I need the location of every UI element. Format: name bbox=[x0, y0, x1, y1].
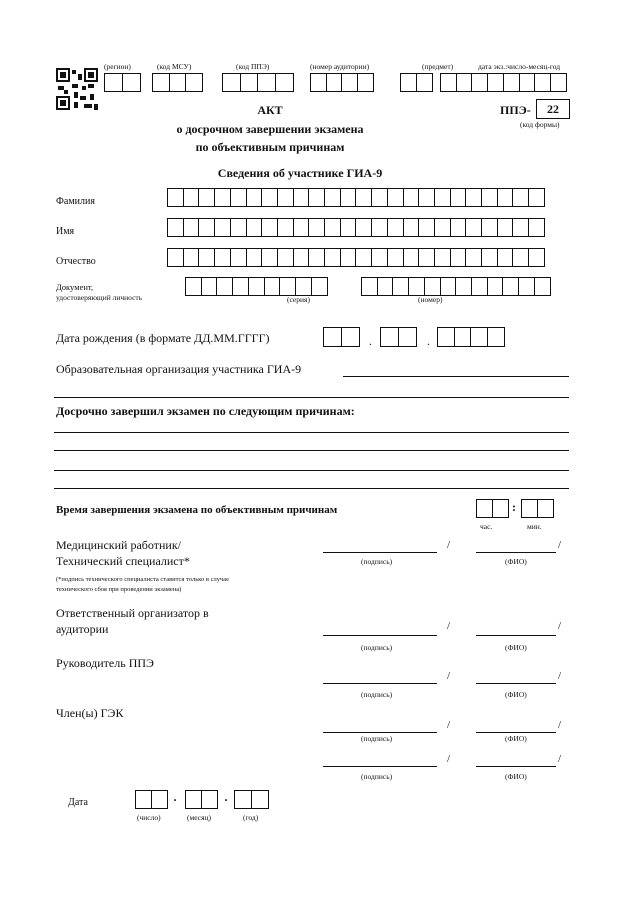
letter-cell[interactable] bbox=[487, 277, 504, 296]
org-line[interactable] bbox=[343, 376, 569, 377]
slash: / bbox=[558, 670, 562, 682]
letter-cell[interactable] bbox=[198, 248, 215, 267]
letter-cell[interactable] bbox=[387, 248, 404, 267]
form-number: 22 bbox=[536, 99, 570, 119]
letter-cell[interactable] bbox=[340, 188, 357, 207]
letter-cell[interactable] bbox=[277, 188, 294, 207]
letter-cell[interactable] bbox=[246, 218, 263, 237]
medical-signature-line[interactable] bbox=[323, 552, 437, 553]
letter-cell[interactable] bbox=[392, 277, 409, 296]
letter-cell[interactable] bbox=[450, 188, 467, 207]
region-field[interactable] bbox=[104, 73, 141, 92]
slash: / bbox=[447, 620, 451, 632]
date-day-field[interactable] bbox=[135, 790, 168, 809]
slash: / bbox=[447, 753, 451, 765]
gek-signature-line-2[interactable] bbox=[323, 766, 437, 767]
gek-fio-line-2[interactable] bbox=[476, 766, 556, 767]
org-label: Образовательная организация участника ГИА-9 bbox=[56, 362, 302, 376]
letter-cell[interactable] bbox=[295, 277, 312, 296]
letter-cell[interactable] bbox=[371, 248, 388, 267]
finish-time-title: Время завершения экзамена по объективным причинам bbox=[56, 504, 338, 516]
letter-cell[interactable] bbox=[387, 188, 404, 207]
letter-cell[interactable] bbox=[355, 248, 372, 267]
letter-cell[interactable] bbox=[293, 248, 310, 267]
date-dot-1: · bbox=[173, 793, 178, 807]
letter-cell[interactable] bbox=[481, 248, 498, 267]
letter-cell[interactable] bbox=[361, 277, 378, 296]
head-signature-line[interactable] bbox=[323, 683, 437, 684]
birth-dot-2: . bbox=[427, 334, 430, 348]
signature-label: (подпись) bbox=[361, 772, 393, 781]
letter-cell[interactable] bbox=[403, 188, 420, 207]
surname-field[interactable] bbox=[167, 188, 545, 207]
letter-cell[interactable] bbox=[403, 218, 420, 237]
letter-cell[interactable] bbox=[481, 188, 498, 207]
slash: / bbox=[558, 753, 562, 765]
letter-cell[interactable] bbox=[481, 218, 498, 237]
letter-cell[interactable] bbox=[248, 277, 265, 296]
fio-label: (ФИО) bbox=[505, 643, 527, 652]
letter-cell[interactable] bbox=[261, 218, 278, 237]
letter-cell[interactable] bbox=[167, 218, 184, 237]
letter-cell[interactable] bbox=[308, 248, 325, 267]
day-label: (число) bbox=[137, 813, 161, 822]
letter-cell[interactable] bbox=[434, 218, 451, 237]
letter-cell[interactable] bbox=[371, 188, 388, 207]
fio-label: (ФИО) bbox=[505, 690, 527, 699]
head-fio-line[interactable] bbox=[476, 683, 556, 684]
letter-cell[interactable] bbox=[403, 248, 420, 267]
letter-cell[interactable] bbox=[198, 218, 215, 237]
slash: / bbox=[447, 670, 451, 682]
letter-cell[interactable] bbox=[324, 218, 341, 237]
letter-cell[interactable] bbox=[465, 218, 482, 237]
title-line-2: о досрочном завершении экзамена bbox=[176, 122, 364, 136]
qr-code bbox=[56, 68, 98, 110]
birth-dot-1: . bbox=[369, 334, 372, 348]
letter-cell[interactable] bbox=[465, 188, 482, 207]
reason-line-4[interactable] bbox=[54, 488, 569, 489]
signature-label: (подпись) bbox=[361, 643, 393, 652]
letter-cell[interactable] bbox=[293, 218, 310, 237]
head-label: Руководитель ППЭ bbox=[56, 656, 154, 670]
letter-cell[interactable] bbox=[167, 248, 184, 267]
ppe-code-field[interactable] bbox=[222, 73, 294, 92]
name-field[interactable] bbox=[167, 218, 545, 237]
ppe-code-label: (код ППЭ) bbox=[236, 62, 270, 71]
msu-field[interactable] bbox=[152, 73, 203, 92]
letter-cell[interactable] bbox=[183, 188, 200, 207]
patronymic-label: Отчество bbox=[56, 256, 96, 267]
letter-cell[interactable] bbox=[277, 218, 294, 237]
letter-cell[interactable] bbox=[183, 218, 200, 237]
room-field[interactable] bbox=[310, 73, 374, 92]
letter-cell[interactable] bbox=[308, 188, 325, 207]
letter-cell[interactable] bbox=[261, 188, 278, 207]
letter-cell[interactable] bbox=[528, 248, 545, 267]
subject-field[interactable] bbox=[400, 73, 433, 92]
letter-cell[interactable] bbox=[371, 218, 388, 237]
finish-hours-field[interactable] bbox=[476, 499, 509, 518]
letter-cell[interactable] bbox=[440, 277, 457, 296]
series-label: (серия) bbox=[287, 295, 310, 304]
time-colon: : bbox=[512, 500, 516, 514]
letter-cell[interactable] bbox=[418, 248, 435, 267]
hours-label: час. bbox=[480, 522, 493, 531]
date-year-field[interactable] bbox=[234, 790, 269, 809]
letter-cell[interactable] bbox=[450, 218, 467, 237]
footnote-2: технического сбоя при проведении экзамена) bbox=[56, 586, 182, 593]
letter-cell[interactable] bbox=[216, 277, 233, 296]
letter-cell[interactable] bbox=[518, 277, 535, 296]
letter-cell[interactable] bbox=[311, 277, 328, 296]
reason-line-1[interactable] bbox=[54, 432, 569, 433]
letter-cell[interactable] bbox=[232, 277, 249, 296]
letter-cell[interactable] bbox=[293, 188, 310, 207]
letter-cell[interactable] bbox=[279, 277, 296, 296]
subject-label: (предмет) bbox=[422, 62, 454, 71]
letter-cell[interactable] bbox=[261, 248, 278, 267]
letter-cell[interactable] bbox=[198, 188, 215, 207]
medical-label-1: Медицинский работник/ bbox=[56, 538, 181, 552]
finish-minutes-field[interactable] bbox=[521, 499, 554, 518]
document-series-field[interactable] bbox=[185, 277, 328, 296]
minutes-label: мин. bbox=[527, 522, 542, 531]
title-line-3: по объективным причинам bbox=[195, 140, 345, 154]
participant-section-title: Сведения об участнике ГИА-9 bbox=[217, 166, 383, 180]
year-label: (год) bbox=[243, 813, 259, 822]
letter-cell[interactable] bbox=[246, 188, 263, 207]
letter-cell[interactable] bbox=[340, 248, 357, 267]
letter-cell[interactable] bbox=[408, 277, 425, 296]
number-label: (номер) bbox=[418, 295, 443, 304]
letter-cell[interactable] bbox=[512, 188, 529, 207]
form-prefix: ППЭ- bbox=[500, 103, 531, 117]
letter-cell[interactable] bbox=[497, 188, 514, 207]
letter-cell[interactable] bbox=[167, 188, 184, 207]
letter-cell[interactable] bbox=[418, 218, 435, 237]
date-month-field[interactable] bbox=[185, 790, 218, 809]
title-act: АКТ bbox=[257, 103, 283, 117]
birth-month-field[interactable] bbox=[380, 327, 417, 347]
footnote-1: (*подпись технического специалиста ставится только в случае bbox=[56, 576, 229, 583]
slash: / bbox=[558, 539, 562, 551]
exam-date-field[interactable] bbox=[440, 73, 567, 92]
slash: / bbox=[558, 719, 562, 731]
letter-cell[interactable] bbox=[230, 218, 247, 237]
birth-day-field[interactable] bbox=[323, 327, 360, 347]
patronymic-field[interactable] bbox=[167, 248, 545, 267]
fio-label: (ФИО) bbox=[505, 734, 527, 743]
letter-cell[interactable] bbox=[424, 277, 441, 296]
name-label: Имя bbox=[56, 226, 75, 237]
room-label: (номер аудитории) bbox=[310, 62, 370, 71]
organizer-label-1: Ответственный организатор в bbox=[56, 606, 209, 620]
letter-cell[interactable] bbox=[324, 188, 341, 207]
letter-cell[interactable] bbox=[528, 218, 545, 237]
medical-label-2: Технический специалист* bbox=[56, 554, 190, 568]
letter-cell[interactable] bbox=[264, 277, 281, 296]
letter-cell[interactable] bbox=[201, 277, 218, 296]
signature-label: (подпись) bbox=[361, 734, 393, 743]
letter-cell[interactable] bbox=[471, 277, 488, 296]
document-label-1: Документ, bbox=[56, 282, 94, 292]
letter-cell[interactable] bbox=[528, 188, 545, 207]
letter-cell[interactable] bbox=[450, 248, 467, 267]
letter-cell[interactable] bbox=[387, 218, 404, 237]
letter-cell[interactable] bbox=[324, 248, 341, 267]
date-label: Дата bbox=[68, 797, 88, 808]
letter-cell[interactable] bbox=[434, 188, 451, 207]
letter-cell[interactable] bbox=[434, 248, 451, 267]
signature-label: (подпись) bbox=[361, 690, 393, 699]
exam-date-label: дата экз.:число-месяц-год bbox=[478, 62, 561, 71]
letter-cell[interactable] bbox=[465, 248, 482, 267]
letter-cell[interactable] bbox=[183, 248, 200, 267]
letter-cell[interactable] bbox=[512, 218, 529, 237]
reason-line-2[interactable] bbox=[54, 450, 569, 451]
medical-fio-line[interactable] bbox=[476, 552, 556, 553]
letter-cell[interactable] bbox=[214, 188, 231, 207]
surname-label: Фамилия bbox=[56, 196, 95, 207]
letter-cell[interactable] bbox=[340, 218, 357, 237]
organizer-fio-line[interactable] bbox=[476, 635, 556, 636]
letter-cell[interactable] bbox=[377, 277, 394, 296]
gek-fio-line-1[interactable] bbox=[476, 732, 556, 733]
slash: / bbox=[447, 539, 451, 551]
document-label-2: удостоверяющий личность bbox=[56, 293, 143, 302]
region-label: (регион) bbox=[104, 62, 131, 71]
letter-cell[interactable] bbox=[185, 277, 202, 296]
gek-signature-line-1[interactable] bbox=[323, 732, 437, 733]
letter-cell[interactable] bbox=[355, 188, 372, 207]
msu-label: (код МСУ) bbox=[157, 62, 192, 71]
letter-cell[interactable] bbox=[308, 218, 325, 237]
reason-line-3[interactable] bbox=[54, 470, 569, 471]
letter-cell[interactable] bbox=[230, 248, 247, 267]
letter-cell[interactable] bbox=[534, 277, 551, 296]
form-code-label: (код формы) bbox=[520, 120, 560, 129]
gek-label: Член(ы) ГЭК bbox=[56, 706, 124, 720]
letter-cell[interactable] bbox=[230, 188, 247, 207]
letter-cell[interactable] bbox=[214, 218, 231, 237]
letter-cell[interactable] bbox=[497, 218, 514, 237]
fio-label: (ФИО) bbox=[505, 557, 527, 566]
letter-cell[interactable] bbox=[497, 248, 514, 267]
letter-cell[interactable] bbox=[502, 277, 519, 296]
letter-cell[interactable] bbox=[455, 277, 472, 296]
organizer-signature-line[interactable] bbox=[323, 635, 437, 636]
signature-label: (подпись) bbox=[361, 557, 393, 566]
slash: / bbox=[447, 719, 451, 731]
reasons-title: Досрочно завершил экзамен по следующим причинам: bbox=[56, 404, 355, 418]
letter-cell[interactable] bbox=[355, 218, 372, 237]
birth-year-field[interactable] bbox=[437, 327, 505, 347]
letter-cell[interactable] bbox=[277, 248, 294, 267]
date-dot-2: · bbox=[224, 793, 229, 807]
letter-cell[interactable] bbox=[214, 248, 231, 267]
document-number-field[interactable] bbox=[361, 277, 551, 296]
slash: / bbox=[558, 620, 562, 632]
letter-cell[interactable] bbox=[512, 248, 529, 267]
fio-label: (ФИО) bbox=[505, 772, 527, 781]
month-label: (месяц) bbox=[187, 813, 212, 822]
letter-cell[interactable] bbox=[418, 188, 435, 207]
divider bbox=[54, 397, 569, 398]
birthdate-label: Дата рождения (в формате ДД.ММ.ГГГГ) bbox=[56, 331, 270, 345]
organizer-label-2: аудитории bbox=[56, 622, 109, 636]
letter-cell[interactable] bbox=[246, 248, 263, 267]
